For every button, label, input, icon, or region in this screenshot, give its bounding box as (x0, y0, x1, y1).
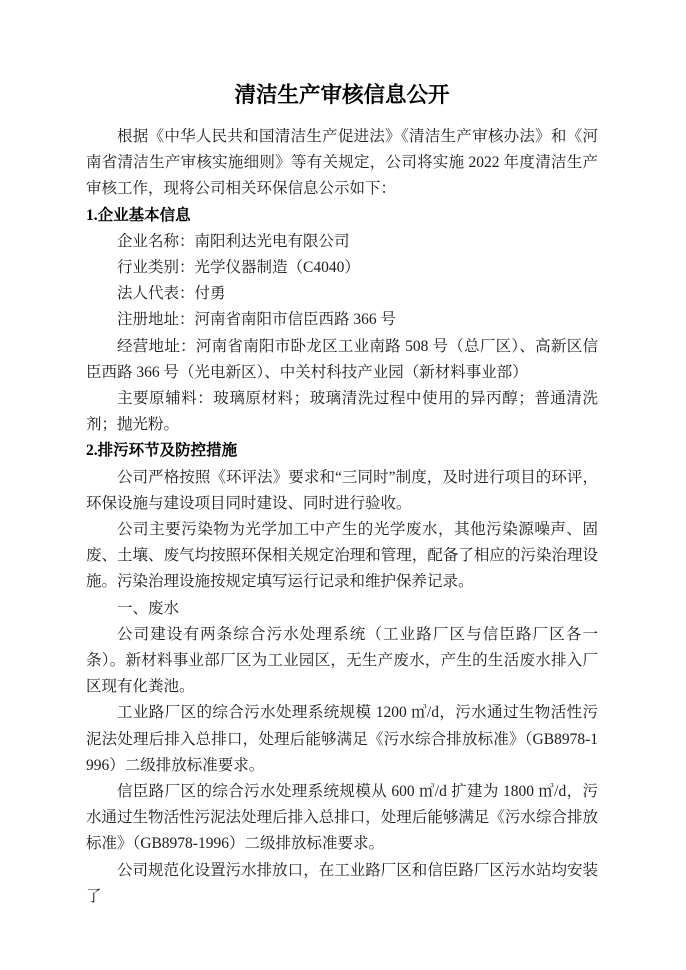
para-registered-address: 注册地址：河南省南阳市信臣西路 366 号 (117, 311, 397, 329)
subheading-wastewater: 一、废水 (117, 599, 180, 617)
para-discharge-outlets: 公司规范化设置污水排放口，在工业路厂区和信臣路厂区污水站均安装了 (86, 861, 598, 905)
para-xinchen-road-plant: 信臣路厂区的综合污水处理系统规模从 600 ㎥/d 扩建为 1800 ㎥/d，污水通过生物活性污泥法处理后排入总排口，处理后能够满足《污水综合排放标准》（GB8978-1996）二级排放标准要求。 (86, 783, 598, 853)
para-raw-materials: 主要原辅料：玻璃原材料；玻璃清洗过程中使用的异丙醇；普通清洗剂；抛光粉。 (86, 390, 598, 434)
section-heading-pollution-control: 2.排污环节及防控措施 (86, 442, 238, 460)
para-legal-representative: 法人代表：付勇 (117, 285, 226, 303)
para-industrial-road-plant: 工业路厂区的综合污水处理系统规模 1200 ㎥/d，污水通过生物活性污泥法处理后排入总排口，处理后能够满足《污水综合排放标准》（GB8978-1996）二级排放标准要求。 (86, 704, 598, 774)
para-business-address: 经营地址：河南省南阳市卧龙区工业南路 508 号（总厂区）、高新区信臣西路 366 号（光电新区）、中关村科技产业园（新材料事业部） (86, 337, 598, 381)
page-title: 清洁生产审核信息公开 (234, 83, 450, 107)
para-wastewater-systems: 公司建设有两条综合污水处理系统（工业路厂区与信臣路厂区各一条）。新材料事业部厂区为工业园区，无生产废水，产生的生活废水排入厂区现有化粪池。 (86, 625, 598, 696)
para-industry-category: 行业类别：光学仪器制造（C4040） (117, 259, 360, 277)
section-heading-basic-info: 1.企业基本信息 (86, 206, 191, 224)
intro-paragraph: 根据《中华人民共和国清洁生产促进法》《清洁生产审核办法》和《河南省清洁生产审核实施细则》等有关规定，公司将实施 2022 年度清洁生产审核工作，现将公司相关环保信息公示如下： (86, 128, 598, 198)
para-main-pollutants: 公司主要污染物为光学加工中产生的光学废水，其他污染源噪声、固废、土壤、废气均按照环保相关规定治理和管理，配备了相应的污染治理设施。污染治理设施按规定填写运行记录和维护保养记录。 (86, 521, 598, 591)
para-company-name: 企业名称：南阳利达光电有限公司 (117, 232, 350, 250)
para-eia-compliance: 公司严格按照《环评法》要求和“三同时”制度，及时进行项目的环评，环保设施与建设项目同时建设、同时进行验收。 (86, 468, 598, 512)
